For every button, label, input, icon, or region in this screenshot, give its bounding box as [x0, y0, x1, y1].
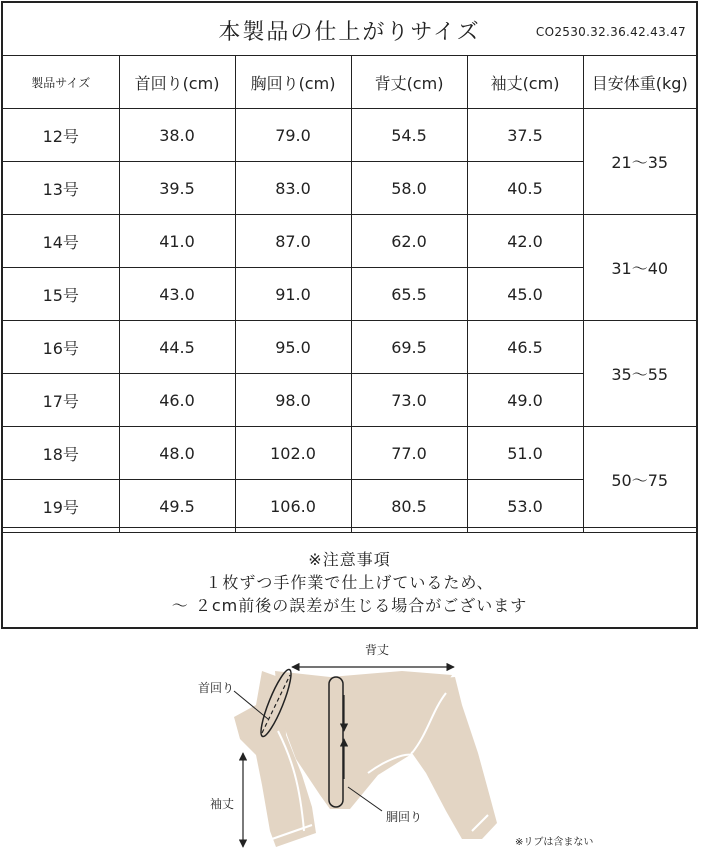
cell-size: 12号	[3, 109, 119, 162]
cell-back: 62.0	[351, 215, 467, 268]
table-row	[3, 215, 696, 268]
cell-neck: 39.5	[119, 162, 235, 215]
product-code: CO2530.32.36.42.43.47	[535, 25, 686, 39]
cell-size: 14号	[3, 215, 119, 268]
cell-chest: 83.0	[235, 162, 351, 215]
cell-back: 54.5	[351, 109, 467, 162]
cell-chest: 106.0	[235, 480, 351, 533]
cell-back: 58.0	[351, 162, 467, 215]
cell-size: 19号	[3, 480, 119, 533]
col-header-chest: 胸回り(cm)	[235, 56, 351, 109]
label-back-length: 背丈	[365, 643, 390, 657]
cell-neck: 48.0	[119, 427, 235, 480]
cell-chest: 95.0	[235, 321, 351, 374]
garment-diagram	[0, 635, 701, 865]
cell-chest: 98.0	[235, 374, 351, 427]
cell-neck: 43.0	[119, 268, 235, 321]
label-chest: 胴回り	[386, 810, 423, 824]
col-header-neck: 首回り(cm)	[119, 56, 235, 109]
notice-line-1: １枚ずつ手作業で仕上げているため、	[205, 573, 494, 592]
title-row	[3, 3, 696, 56]
cell-sleeve: 49.0	[467, 374, 583, 427]
col-header-back: 背丈(cm)	[351, 56, 467, 109]
cell-size: 13号	[3, 162, 119, 215]
cell-weight: 21～35	[583, 109, 696, 215]
size-chart	[1, 1, 698, 629]
col-header-weight: 目安体重(kg)	[583, 56, 696, 109]
cell-size: 15号	[3, 268, 119, 321]
header-row	[3, 56, 696, 109]
label-sleeve-length: 袖丈	[210, 797, 235, 811]
col-header-sleeve: 袖丈(cm)	[467, 56, 583, 109]
cell-neck: 46.0	[119, 374, 235, 427]
cell-back: 80.5	[351, 480, 467, 533]
cell-sleeve: 53.0	[467, 480, 583, 533]
cell-weight: 31～40	[583, 215, 696, 321]
table-row	[3, 109, 696, 162]
label-rib-note: ※リブは含まない	[515, 837, 594, 848]
cell-chest: 79.0	[235, 109, 351, 162]
garment-illustration	[0, 635, 701, 865]
notice-line-2: ～ ２cm前後の誤差が生じる場合がございます	[171, 596, 528, 615]
cell-sleeve: 51.0	[467, 427, 583, 480]
notice-box	[3, 527, 696, 628]
cell-neck: 49.5	[119, 480, 235, 533]
label-neck: 首回り	[198, 681, 235, 695]
table-row	[3, 427, 696, 480]
table-row	[3, 321, 696, 374]
cell-size: 17号	[3, 374, 119, 427]
cell-weight: 50～75	[583, 427, 696, 533]
cell-back: 73.0	[351, 374, 467, 427]
cell-weight: 35～55	[583, 321, 696, 427]
size-table	[3, 55, 696, 533]
cell-neck: 41.0	[119, 215, 235, 268]
cell-size: 18号	[3, 427, 119, 480]
cell-neck: 44.5	[119, 321, 235, 374]
cell-sleeve: 42.0	[467, 215, 583, 268]
cell-back: 77.0	[351, 427, 467, 480]
notice-heading: ※注意事項	[308, 550, 391, 569]
cell-chest: 102.0	[235, 427, 351, 480]
cell-sleeve: 46.5	[467, 321, 583, 374]
col-header-size: 製品サイズ	[3, 56, 119, 109]
cell-neck: 38.0	[119, 109, 235, 162]
cell-chest: 91.0	[235, 268, 351, 321]
chart-title: 本製品の仕上がりサイズ	[218, 20, 481, 45]
cell-sleeve: 37.5	[467, 109, 583, 162]
cell-chest: 87.0	[235, 215, 351, 268]
cell-back: 65.5	[351, 268, 467, 321]
cell-sleeve: 40.5	[467, 162, 583, 215]
cell-sleeve: 45.0	[467, 268, 583, 321]
cell-size: 16号	[3, 321, 119, 374]
cell-back: 69.5	[351, 321, 467, 374]
